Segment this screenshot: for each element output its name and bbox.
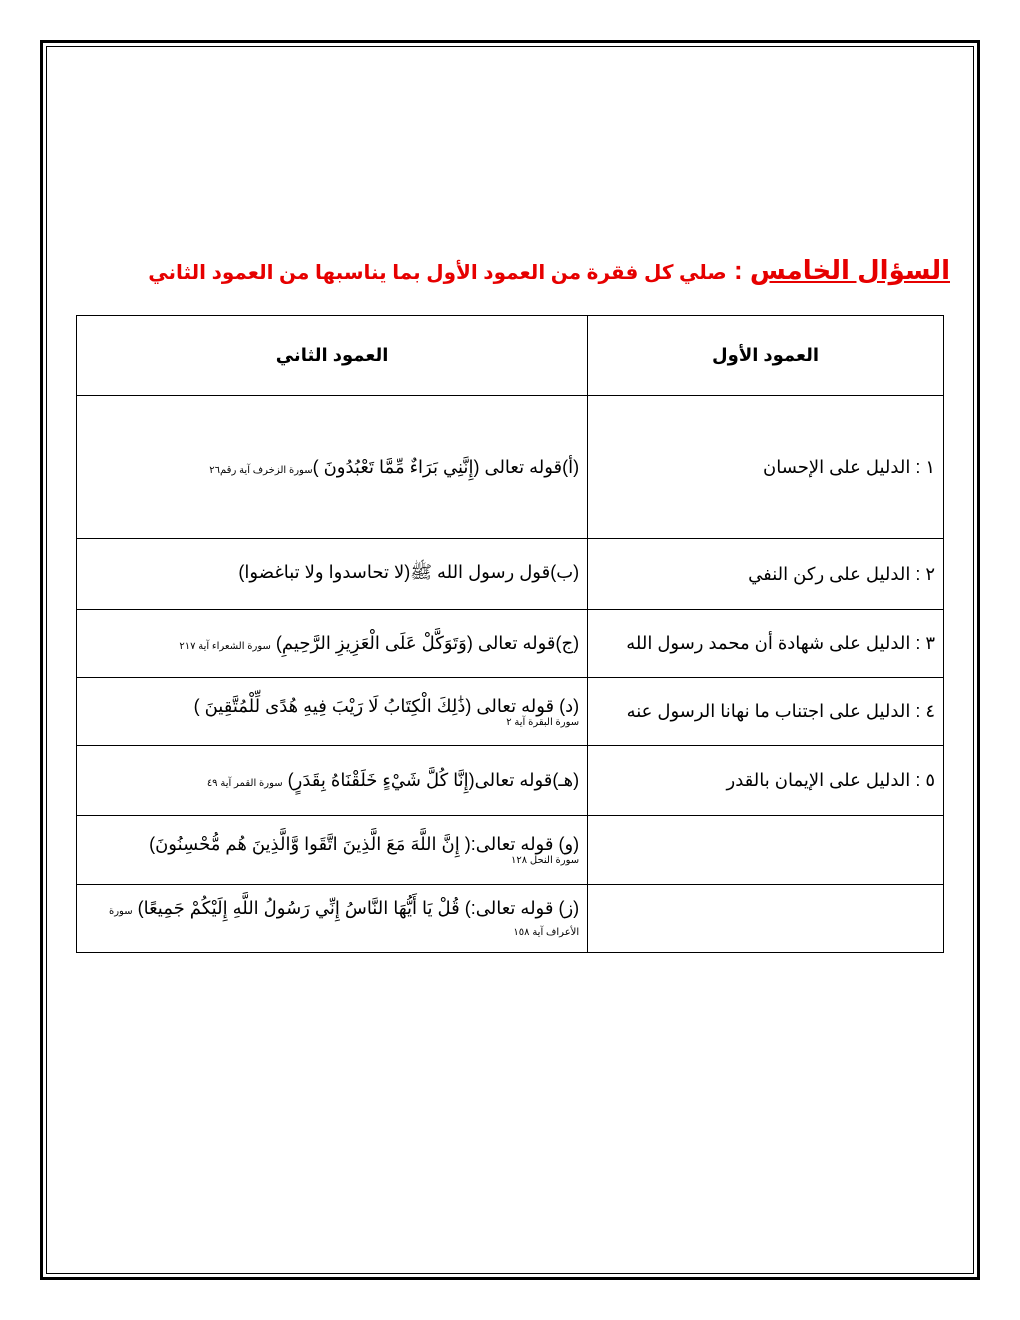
verse-reference: سورة النحل ١٢٨ [510,855,580,866]
col2-text: (هـ)قوله تعالى(إِنَّا كُلَّ شَيْءٍ خَلَقْنَاهُ بِقَدَرٍ) [287,770,580,790]
header-column-2: العمود الثاني [77,316,588,396]
table-row [77,396,944,539]
verse-reference: سورة الزخرف آية رقم٢٦ [209,464,313,476]
col2-cell [77,678,588,746]
question-label: السؤال الخامس [749,255,950,285]
verse-reference: سورة الشعراء آية ٢١٧ [179,641,271,652]
col1-cell [588,885,944,953]
col1-cell: ٥ : الدليل على الإيمان بالقدر [588,746,944,816]
col2-cell [77,746,588,816]
col1-cell [588,816,944,885]
col1-cell: ١ : الدليل على الإحسان [588,396,944,539]
table-row [77,885,944,953]
col2-text: (أ)قوله تعالى (إِنَّنِي بَرَاءٌ مِّمَّا تَعْبُدُونَ ) [312,456,580,477]
col2-text: (ج)قوله تعالى (وَتَوَكَّلْ عَلَى الْعَزِيزِ الرَّحِيمِ) [275,633,580,653]
col2-text: (ز) قوله تعالى:) قُلْ يَا أَيُّهَا النَّاسُ إِنِّي رَسُولُ اللَّهِ إِلَيْكُمْ جَمِيعًا) [137,897,580,918]
col2-cell [77,396,588,539]
col2-cell [77,610,588,678]
matching-table [76,315,944,953]
table-row [77,746,944,816]
col2-text: (د) قوله تعالى (ذَٰلِكَ الْكِتَابُ لَا رَيْبَ فِيهِ هُدًى لِّلْمُتَّقِينَ ) [193,695,580,716]
verse-reference: سورة الأعراف آية ١٥٨ [108,905,580,938]
col2-text: (و) قوله تعالى:( إِنَّ اللَّهَ مَعَ الَّذِينَ اتَّقَوا وَّالَّذِينَ هُم مُّحْسِنُونَ) [149,834,580,854]
table-row [77,816,944,885]
col1-cell: ٢ : الدليل على ركن النفي [588,539,944,610]
col2-cell [77,885,588,953]
col2-text: (ب)قول رسول الله ﷺ(لا تحاسدوا ولا تباغضوا) [238,562,580,582]
col2-cell [77,539,588,610]
question-colon: : [726,255,750,285]
col2-cell [77,816,588,885]
table-row [77,610,944,678]
col1-cell: ٤ : الدليل على اجتناب ما نهانا الرسول عنه [588,678,944,746]
table-header-row [77,316,944,396]
table-row [77,678,944,746]
verse-reference: سورة القمر آية ٤٩ [206,778,283,789]
header-column-1: العمود الأول [588,316,944,396]
question-text: صلي كل فقرة من العمود الأول بما يناسبها من العمود الثاني [148,262,727,284]
table-row [77,539,944,610]
col1-cell: ٣ : الدليل على شهادة أن محمد رسول الله [588,610,944,678]
verse-reference: سورة البقرة آية ٢ [506,716,580,728]
question-heading [70,255,950,286]
